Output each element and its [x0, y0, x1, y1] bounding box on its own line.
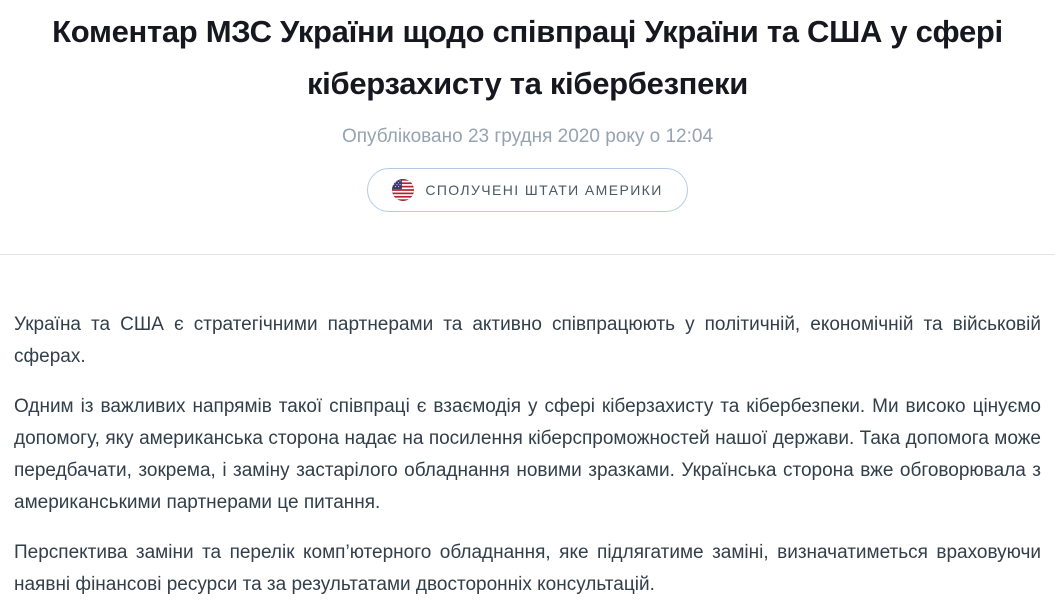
- divider: [0, 254, 1055, 255]
- country-tag-button[interactable]: [367, 168, 687, 212]
- paragraph-2: Одним із важливих напрямів такої співпраці є взаємодія у сфері кіберзахисту та кібербезпеки. Ми високо цінуємо допомогу, яку американська сторона надає на посилення кіберспроможностей нашої держави. Така допомога може передбачати, зокрема, і заміну застарілого обладнання новими зразками. Українська сторона вже обговорювала з американськими партнерами це питання.: [14, 396, 1041, 513]
- usa-flag-icon: [392, 179, 414, 201]
- tag-row: [0, 168, 1055, 212]
- article-body: [14, 309, 1041, 601]
- page-title: Коментар МЗС України щодо співпраці України та США у сфері кіберзахисту та кібербезпеки: [52, 14, 1003, 101]
- paragraph-3: Перспектива заміни та перелік комп’ютерного обладнання, яке підлягатиме заміні, визначатиметься враховуючи наявні фінансові ресурси та за результатами двосторонніх консультацій.: [14, 542, 1041, 595]
- country-tag-label: СПОЛУЧЕНІ ШТАТИ АМЕРИКИ: [425, 182, 663, 198]
- publish-date: Опубліковано 23 грудня 2020 року о 12:04: [341, 126, 714, 147]
- paragraph-1: Україна та США є стратегічними партнерами та активно співпрацюють у політичній, економічній та військовій сферах.: [14, 314, 1041, 367]
- article-page: [0, 6, 1055, 601]
